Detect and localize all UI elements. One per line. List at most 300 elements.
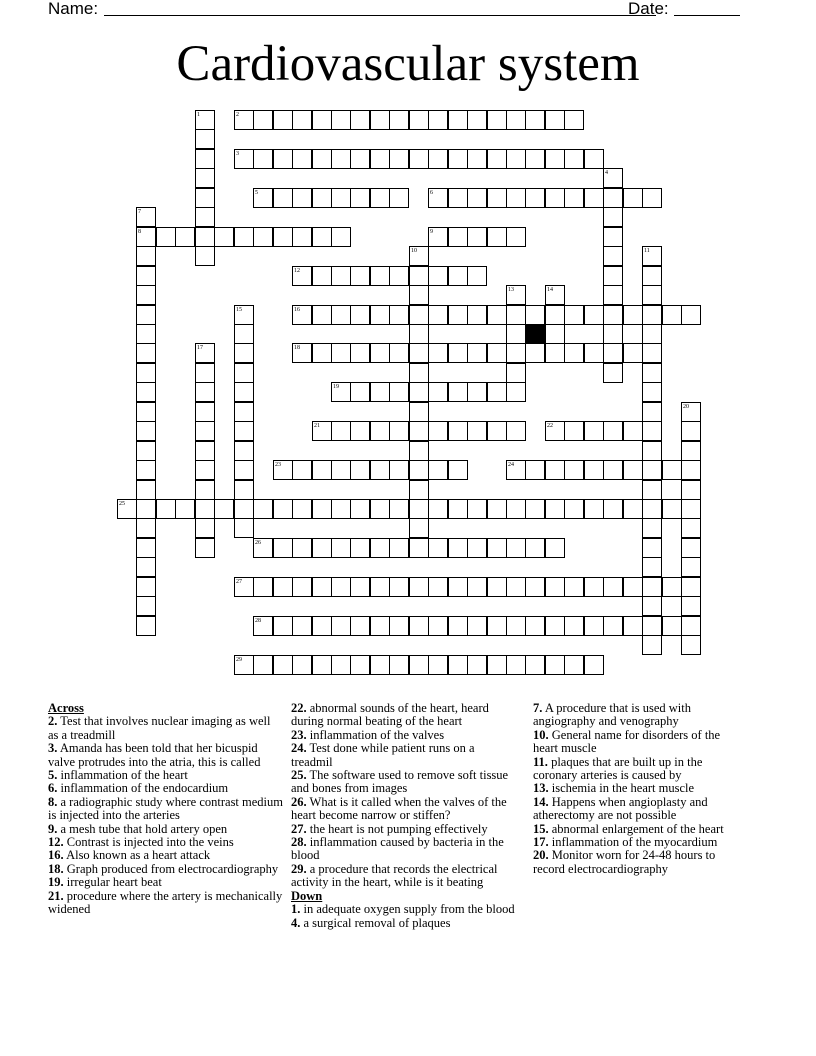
grid-cell[interactable] <box>448 188 468 208</box>
grid-cell[interactable] <box>584 421 604 441</box>
grid-cell[interactable] <box>253 616 273 636</box>
grid-cell[interactable] <box>545 343 565 363</box>
grid-cell[interactable] <box>564 305 584 325</box>
grid-cell[interactable] <box>195 538 215 558</box>
grid-cell[interactable] <box>292 188 312 208</box>
grid-cell[interactable] <box>642 577 662 597</box>
grid-cell[interactable] <box>642 285 662 305</box>
grid-cell[interactable] <box>642 324 662 344</box>
grid-cell[interactable] <box>136 518 156 538</box>
grid-cell[interactable] <box>136 402 156 422</box>
grid-cell[interactable] <box>331 421 351 441</box>
grid-cell[interactable] <box>506 188 526 208</box>
grid-cell[interactable] <box>584 616 604 636</box>
grid-cell[interactable] <box>234 382 254 402</box>
grid-cell[interactable] <box>564 149 584 169</box>
grid-cell[interactable] <box>487 188 507 208</box>
grid-cell[interactable] <box>564 110 584 130</box>
grid-cell[interactable] <box>409 149 429 169</box>
grid-cell[interactable] <box>564 460 584 480</box>
grid-cell[interactable] <box>195 402 215 422</box>
grid-cell[interactable] <box>642 402 662 422</box>
grid-cell[interactable] <box>136 382 156 402</box>
grid-cell[interactable] <box>409 285 429 305</box>
grid-cell[interactable] <box>448 616 468 636</box>
grid-cell[interactable] <box>506 538 526 558</box>
grid-cell[interactable] <box>525 149 545 169</box>
grid-cell[interactable] <box>428 499 448 519</box>
grid-cell[interactable] <box>681 441 701 461</box>
grid-cell[interactable] <box>136 363 156 383</box>
grid-cell[interactable] <box>467 149 487 169</box>
grid-cell[interactable] <box>448 499 468 519</box>
grid-cell[interactable] <box>506 149 526 169</box>
grid-cell[interactable] <box>253 227 273 247</box>
grid-cell[interactable] <box>487 655 507 675</box>
grid-cell[interactable] <box>389 499 409 519</box>
grid-cell[interactable] <box>195 460 215 480</box>
grid-cell[interactable] <box>195 227 215 247</box>
grid-cell[interactable] <box>117 499 137 519</box>
grid-cell[interactable] <box>564 655 584 675</box>
grid-cell[interactable] <box>662 460 682 480</box>
grid-cell[interactable] <box>584 499 604 519</box>
grid-cell[interactable] <box>136 343 156 363</box>
grid-cell[interactable] <box>467 421 487 441</box>
grid-cell[interactable] <box>681 596 701 616</box>
grid-cell[interactable] <box>603 460 623 480</box>
grid-cell[interactable] <box>681 557 701 577</box>
grid-cell[interactable] <box>350 305 370 325</box>
grid-cell[interactable] <box>623 305 643 325</box>
grid-cell[interactable] <box>506 110 526 130</box>
grid-cell[interactable] <box>195 441 215 461</box>
grid-cell[interactable] <box>623 577 643 597</box>
grid-cell[interactable] <box>584 305 604 325</box>
grid-cell[interactable] <box>136 421 156 441</box>
grid-cell[interactable] <box>136 207 156 227</box>
grid-cell[interactable] <box>428 538 448 558</box>
grid-cell[interactable] <box>312 305 332 325</box>
grid-cell[interactable] <box>564 421 584 441</box>
grid-cell[interactable] <box>234 518 254 538</box>
grid-cell[interactable] <box>525 188 545 208</box>
grid-cell[interactable] <box>681 635 701 655</box>
grid-cell[interactable] <box>487 227 507 247</box>
grid-cell[interactable] <box>409 480 429 500</box>
grid-cell[interactable] <box>545 460 565 480</box>
grid-cell[interactable] <box>195 129 215 149</box>
grid-cell[interactable] <box>136 305 156 325</box>
grid-cell[interactable] <box>467 227 487 247</box>
grid-cell[interactable] <box>389 616 409 636</box>
grid-cell[interactable] <box>409 363 429 383</box>
grid-cell[interactable] <box>370 305 390 325</box>
grid-cell[interactable] <box>234 499 254 519</box>
grid-cell[interactable] <box>448 460 468 480</box>
grid-cell[interactable] <box>681 538 701 558</box>
grid-cell[interactable] <box>584 460 604 480</box>
grid-cell[interactable] <box>350 266 370 286</box>
grid-cell[interactable] <box>467 343 487 363</box>
grid-cell[interactable] <box>214 499 234 519</box>
grid-cell[interactable] <box>136 616 156 636</box>
grid-cell[interactable] <box>273 460 293 480</box>
grid-cell[interactable] <box>642 363 662 383</box>
grid-cell[interactable] <box>584 577 604 597</box>
grid-cell[interactable] <box>136 324 156 344</box>
grid-cell[interactable] <box>370 499 390 519</box>
grid-cell[interactable] <box>136 285 156 305</box>
grid-cell[interactable] <box>136 538 156 558</box>
grid-cell[interactable] <box>448 227 468 247</box>
grid-cell[interactable] <box>312 421 332 441</box>
grid-cell[interactable] <box>525 538 545 558</box>
grid-cell[interactable] <box>331 616 351 636</box>
grid-cell[interactable] <box>253 110 273 130</box>
grid-cell[interactable] <box>603 168 623 188</box>
grid-cell[interactable] <box>642 616 662 636</box>
grid-cell[interactable] <box>253 499 273 519</box>
grid-cell[interactable] <box>350 655 370 675</box>
grid-cell[interactable] <box>642 305 662 325</box>
grid-cell[interactable] <box>370 343 390 363</box>
grid-cell[interactable] <box>234 402 254 422</box>
grid-cell[interactable] <box>389 305 409 325</box>
grid-cell[interactable] <box>312 499 332 519</box>
grid-cell[interactable] <box>370 382 390 402</box>
grid-cell[interactable] <box>234 227 254 247</box>
grid-cell[interactable] <box>292 616 312 636</box>
grid-cell[interactable] <box>506 363 526 383</box>
grid-cell[interactable] <box>623 499 643 519</box>
grid-cell[interactable] <box>487 616 507 636</box>
grid-cell[interactable] <box>525 577 545 597</box>
grid-cell[interactable] <box>273 616 293 636</box>
grid-cell[interactable] <box>506 460 526 480</box>
grid-cell[interactable] <box>389 188 409 208</box>
grid-cell[interactable] <box>389 460 409 480</box>
grid-cell[interactable] <box>506 285 526 305</box>
grid-cell[interactable] <box>350 110 370 130</box>
grid-cell[interactable] <box>603 188 623 208</box>
grid-cell[interactable] <box>487 577 507 597</box>
grid-cell[interactable] <box>428 577 448 597</box>
grid-cell[interactable] <box>312 149 332 169</box>
grid-cell[interactable] <box>428 305 448 325</box>
grid-cell[interactable] <box>623 188 643 208</box>
grid-cell[interactable] <box>195 149 215 169</box>
grid-cell[interactable] <box>389 110 409 130</box>
grid-cell[interactable] <box>312 460 332 480</box>
grid-cell[interactable] <box>312 110 332 130</box>
grid-cell[interactable] <box>350 499 370 519</box>
grid-cell[interactable] <box>545 577 565 597</box>
grid-cell[interactable] <box>136 499 156 519</box>
grid-cell[interactable] <box>545 305 565 325</box>
grid-cell[interactable] <box>467 266 487 286</box>
grid-cell[interactable] <box>409 343 429 363</box>
grid-cell[interactable] <box>681 460 701 480</box>
grid-cell[interactable] <box>409 110 429 130</box>
grid-cell[interactable] <box>642 188 662 208</box>
grid-cell[interactable] <box>292 577 312 597</box>
grid-cell[interactable] <box>409 324 429 344</box>
grid-cell[interactable] <box>428 227 448 247</box>
grid-cell[interactable] <box>331 343 351 363</box>
grid-cell[interactable] <box>175 499 195 519</box>
grid-cell[interactable] <box>681 402 701 422</box>
grid-cell[interactable] <box>409 655 429 675</box>
grid-cell[interactable] <box>681 577 701 597</box>
grid-cell[interactable] <box>603 421 623 441</box>
grid-cell[interactable] <box>642 596 662 616</box>
grid-cell[interactable] <box>331 577 351 597</box>
grid-cell[interactable] <box>350 343 370 363</box>
grid-cell[interactable] <box>681 421 701 441</box>
grid-cell[interactable] <box>136 227 156 247</box>
grid-cell[interactable] <box>525 110 545 130</box>
grid-cell[interactable] <box>292 110 312 130</box>
grid-cell[interactable] <box>273 188 293 208</box>
grid-cell[interactable] <box>292 305 312 325</box>
grid-cell[interactable] <box>389 577 409 597</box>
grid-cell[interactable] <box>350 188 370 208</box>
grid-cell[interactable] <box>331 538 351 558</box>
grid-cell[interactable] <box>331 149 351 169</box>
grid-cell[interactable] <box>545 421 565 441</box>
grid-cell[interactable] <box>525 460 545 480</box>
grid-cell[interactable] <box>370 188 390 208</box>
grid-cell[interactable] <box>331 382 351 402</box>
grid-cell[interactable] <box>681 518 701 538</box>
grid-cell[interactable] <box>448 655 468 675</box>
grid-cell[interactable] <box>273 577 293 597</box>
grid-cell[interactable] <box>448 577 468 597</box>
grid-cell[interactable] <box>195 499 215 519</box>
grid-cell[interactable] <box>409 246 429 266</box>
grid-cell[interactable] <box>525 305 545 325</box>
grid-cell[interactable] <box>642 460 662 480</box>
grid-cell[interactable] <box>603 616 623 636</box>
grid-cell[interactable] <box>312 188 332 208</box>
grid-cell[interactable] <box>545 324 565 344</box>
grid-cell[interactable] <box>428 616 448 636</box>
grid-cell[interactable] <box>292 499 312 519</box>
grid-cell[interactable] <box>292 538 312 558</box>
grid-cell[interactable] <box>584 343 604 363</box>
grid-cell[interactable] <box>525 499 545 519</box>
grid-cell[interactable] <box>234 305 254 325</box>
grid-cell[interactable] <box>487 305 507 325</box>
grid-cell[interactable] <box>331 227 351 247</box>
grid-cell[interactable] <box>234 441 254 461</box>
grid-cell[interactable] <box>584 655 604 675</box>
grid-cell[interactable] <box>662 616 682 636</box>
grid-cell[interactable] <box>467 655 487 675</box>
grid-cell[interactable] <box>253 188 273 208</box>
grid-cell[interactable] <box>292 149 312 169</box>
grid-cell[interactable] <box>312 538 332 558</box>
grid-cell[interactable] <box>467 577 487 597</box>
grid-cell[interactable] <box>136 460 156 480</box>
grid-cell[interactable] <box>350 460 370 480</box>
grid-cell[interactable] <box>389 149 409 169</box>
grid-cell[interactable] <box>603 305 623 325</box>
grid-cell[interactable] <box>467 616 487 636</box>
grid-cell[interactable] <box>253 655 273 675</box>
grid-cell[interactable] <box>350 149 370 169</box>
grid-cell[interactable] <box>506 616 526 636</box>
grid-cell[interactable] <box>467 110 487 130</box>
grid-cell[interactable] <box>642 635 662 655</box>
grid-cell[interactable] <box>681 305 701 325</box>
grid-cell[interactable] <box>642 538 662 558</box>
grid-cell[interactable] <box>234 324 254 344</box>
grid-cell[interactable] <box>195 246 215 266</box>
grid-cell[interactable] <box>195 168 215 188</box>
grid-cell[interactable] <box>273 538 293 558</box>
grid-cell[interactable] <box>623 343 643 363</box>
grid-cell[interactable] <box>564 616 584 636</box>
grid-cell[interactable] <box>409 382 429 402</box>
grid-cell[interactable] <box>136 246 156 266</box>
grid-cell[interactable] <box>156 227 176 247</box>
grid-cell[interactable] <box>545 499 565 519</box>
grid-cell[interactable] <box>389 655 409 675</box>
grid-cell[interactable] <box>467 499 487 519</box>
grid-cell[interactable] <box>428 266 448 286</box>
grid-cell[interactable] <box>370 616 390 636</box>
grid-cell[interactable] <box>292 266 312 286</box>
grid-cell[interactable] <box>506 382 526 402</box>
grid-cell[interactable] <box>506 305 526 325</box>
grid-cell[interactable] <box>195 343 215 363</box>
grid-cell[interactable] <box>156 499 176 519</box>
grid-cell[interactable] <box>487 110 507 130</box>
grid-cell[interactable] <box>467 382 487 402</box>
grid-cell[interactable] <box>448 110 468 130</box>
grid-cell[interactable] <box>487 149 507 169</box>
grid-cell[interactable] <box>506 421 526 441</box>
grid-cell[interactable] <box>564 343 584 363</box>
grid-cell[interactable] <box>253 577 273 597</box>
grid-cell[interactable] <box>448 343 468 363</box>
grid-cell[interactable] <box>448 149 468 169</box>
grid-cell[interactable] <box>136 596 156 616</box>
grid-cell[interactable] <box>195 110 215 130</box>
grid-cell[interactable] <box>253 538 273 558</box>
grid-cell[interactable] <box>195 363 215 383</box>
grid-cell[interactable] <box>467 538 487 558</box>
grid-cell[interactable] <box>428 421 448 441</box>
grid-cell[interactable] <box>136 266 156 286</box>
grid-cell[interactable] <box>389 421 409 441</box>
grid-cell[interactable] <box>292 460 312 480</box>
grid-cell[interactable] <box>448 266 468 286</box>
grid-cell[interactable] <box>409 577 429 597</box>
grid-cell[interactable] <box>409 538 429 558</box>
grid-cell[interactable] <box>525 343 545 363</box>
grid-cell[interactable] <box>234 149 254 169</box>
grid-cell[interactable] <box>331 188 351 208</box>
grid-cell[interactable] <box>603 324 623 344</box>
grid-cell[interactable] <box>234 343 254 363</box>
grid-cell[interactable] <box>195 518 215 538</box>
grid-cell[interactable] <box>642 343 662 363</box>
grid-cell[interactable] <box>642 421 662 441</box>
grid-cell[interactable] <box>234 421 254 441</box>
grid-cell[interactable] <box>214 227 234 247</box>
grid-cell[interactable] <box>448 538 468 558</box>
grid-cell[interactable] <box>409 499 429 519</box>
grid-cell[interactable] <box>312 655 332 675</box>
grid-cell[interactable] <box>428 343 448 363</box>
grid-cell[interactable] <box>331 110 351 130</box>
grid-cell[interactable] <box>234 655 254 675</box>
grid-cell[interactable] <box>292 227 312 247</box>
grid-cell[interactable] <box>175 227 195 247</box>
grid-cell[interactable] <box>428 382 448 402</box>
grid-cell[interactable] <box>350 382 370 402</box>
grid-cell[interactable] <box>642 266 662 286</box>
grid-cell[interactable] <box>545 110 565 130</box>
grid-cell[interactable] <box>642 441 662 461</box>
grid-cell[interactable] <box>409 421 429 441</box>
grid-cell[interactable] <box>253 149 273 169</box>
grid-cell[interactable] <box>389 538 409 558</box>
grid-cell[interactable] <box>662 577 682 597</box>
grid-cell[interactable] <box>545 188 565 208</box>
grid-cell[interactable] <box>603 266 623 286</box>
grid-cell[interactable] <box>312 616 332 636</box>
grid-cell[interactable] <box>428 149 448 169</box>
grid-cell[interactable] <box>525 616 545 636</box>
grid-cell[interactable] <box>234 460 254 480</box>
grid-cell[interactable] <box>370 655 390 675</box>
grid-cell[interactable] <box>195 480 215 500</box>
grid-cell[interactable] <box>506 499 526 519</box>
grid-cell[interactable] <box>603 343 623 363</box>
grid-cell[interactable] <box>448 382 468 402</box>
grid-cell[interactable] <box>195 382 215 402</box>
grid-cell[interactable] <box>506 655 526 675</box>
grid-cell[interactable] <box>370 421 390 441</box>
grid-cell[interactable] <box>195 421 215 441</box>
grid-cell[interactable] <box>603 363 623 383</box>
grid-cell[interactable] <box>545 149 565 169</box>
grid-cell[interactable] <box>234 110 254 130</box>
grid-cell[interactable] <box>428 460 448 480</box>
grid-cell[interactable] <box>487 538 507 558</box>
grid-cell[interactable] <box>428 110 448 130</box>
grid-cell[interactable] <box>292 655 312 675</box>
grid-cell[interactable] <box>312 227 332 247</box>
grid-cell[interactable] <box>506 227 526 247</box>
grid-cell[interactable] <box>331 460 351 480</box>
grid-cell[interactable] <box>545 538 565 558</box>
grid-cell[interactable] <box>681 480 701 500</box>
grid-cell[interactable] <box>642 382 662 402</box>
grid-cell[interactable] <box>564 499 584 519</box>
grid-cell[interactable] <box>350 616 370 636</box>
grid-cell[interactable] <box>409 460 429 480</box>
grid-cell[interactable] <box>623 616 643 636</box>
grid-cell[interactable] <box>195 188 215 208</box>
grid-cell[interactable] <box>195 207 215 227</box>
grid-cell[interactable] <box>273 499 293 519</box>
grid-cell[interactable] <box>389 343 409 363</box>
